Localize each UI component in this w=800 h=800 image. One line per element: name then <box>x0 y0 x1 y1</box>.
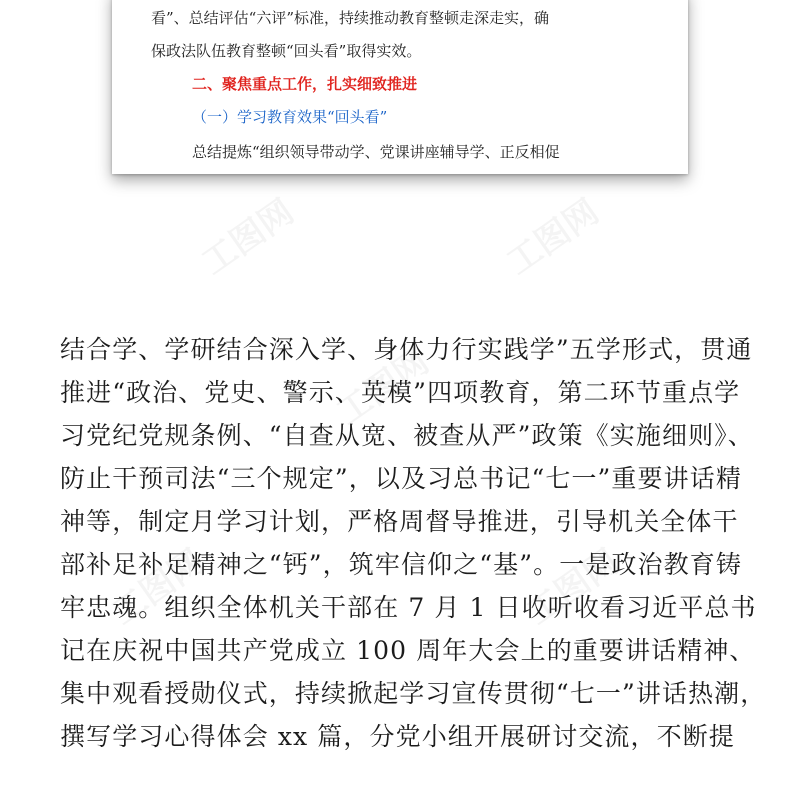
body-line: 推进“政治、党史、警示、英模”四项教育，第二环节重点学 <box>60 378 741 407</box>
body-line: 记在庆祝中国共产党成立 100 周年大会上的重要讲话精神、 <box>60 636 756 665</box>
body-line: 牢忠魂。组织全体机关干部在 7 月 1 日收听收看习近平总书 <box>60 593 757 622</box>
body-line: 习党纪党规条例、“自查从宽、被查从严”政策《实施细则》、 <box>60 421 754 450</box>
watermark <box>190 185 302 284</box>
body-line: 神等，制定月学习计划，严格周督导推进，引导机关全体干 <box>60 507 739 536</box>
section-heading: 二、聚焦重点工作，扎实细致推进 <box>192 75 418 93</box>
card-text-line-1: 看”、总结评估“六评”标准，持续推动教育整顿走深走实，确 <box>151 9 550 27</box>
card-text-line-5: 总结提炼“组织领导带动学、党课讲座辅导学、正反相促 <box>192 143 560 161</box>
watermark <box>495 185 607 284</box>
body-line: 撰写学习心得体会 xx 篇，分党小组开展研讨交流，不断提 <box>60 722 735 751</box>
body-line: 防止干预司法“三个规定”，以及习总书记“七一”重要讲话精 <box>60 464 742 493</box>
document-body <box>60 328 767 758</box>
subsection-heading: （一）学习教育效果“回头看” <box>192 108 388 126</box>
card-text-line-2: 保政法队伍教育整顿“回头看”取得实效。 <box>151 42 422 60</box>
body-line: 集中观看授勋仪式，持续掀起学习宣传贯彻“七一”讲话热潮， <box>60 679 767 708</box>
body-line: 部补足补足精神之“钙”，筑牢信仰之“基”。一是政治教育铸 <box>60 550 742 579</box>
body-line: 结合学、学研结合深入学、身体力行实践学”五学形式，贯通 <box>60 335 753 364</box>
